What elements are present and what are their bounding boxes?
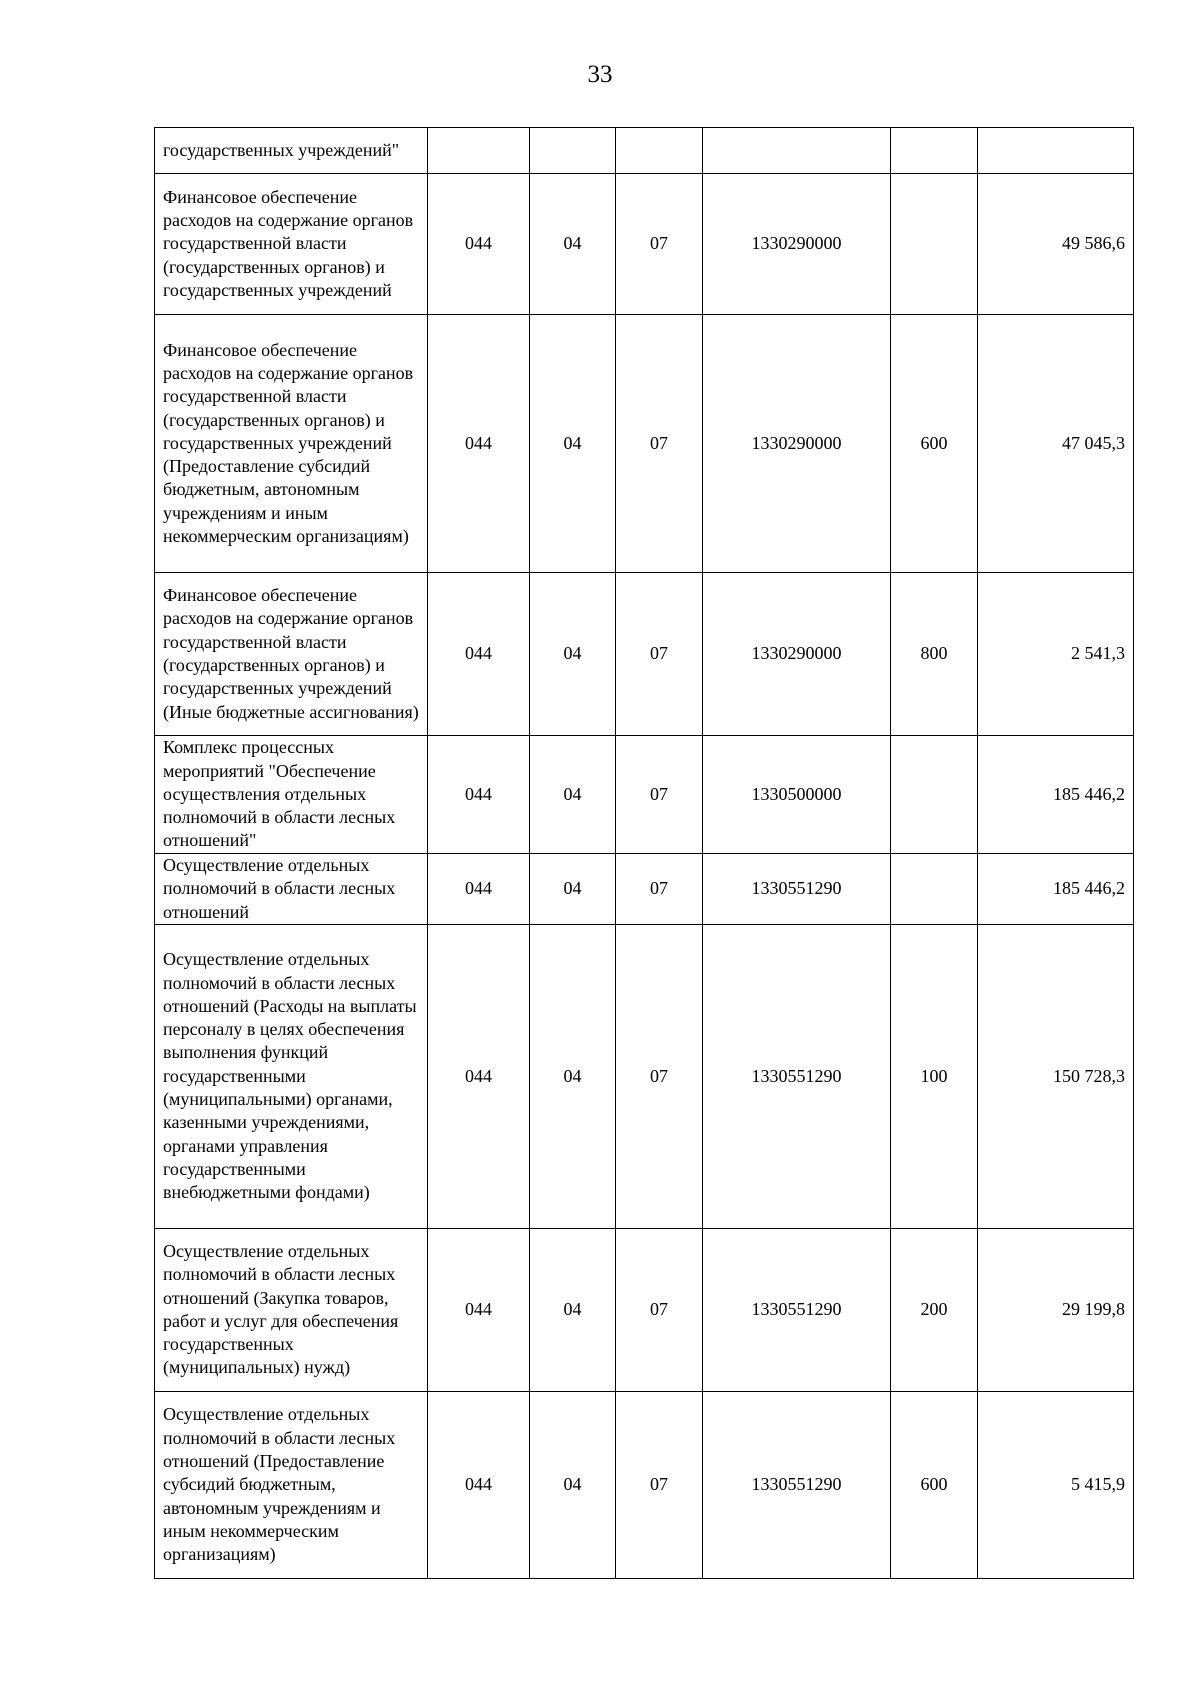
cell-ministry-code: 044: [428, 174, 530, 315]
cell-section-code: 04: [530, 1228, 616, 1391]
cell-ministry-code: 044: [428, 854, 530, 925]
cell-item-name: Осуществление отдельных полномочий в области лесных отношений (Расходы на выплаты персоналу в целях обеспечения выполнения функций государственными (муниципальными) органами, казенными учреждениями, органами управления государственными внебюджетными фондами): [155, 924, 428, 1228]
cell-expense-type: [891, 854, 978, 925]
cell-subsection-code: 07: [616, 174, 703, 315]
cell-expense-type: [891, 736, 978, 854]
cell-amount: 29 199,8: [978, 1228, 1134, 1391]
table-row: [155, 1228, 1134, 1391]
cell-amount: [978, 128, 1134, 174]
cell-ministry-code: 044: [428, 315, 530, 573]
cell-target-article: 1330290000: [703, 315, 891, 573]
cell-ministry-code: 044: [428, 1391, 530, 1578]
cell-amount: 185 446,2: [978, 736, 1134, 854]
cell-expense-type: [891, 128, 978, 174]
cell-amount: 47 045,3: [978, 315, 1134, 573]
cell-section-code: 04: [530, 736, 616, 854]
cell-item-name: Комплекс процессных мероприятий "Обеспечение осуществления отдельных полномочий в области лесных отношений": [155, 736, 428, 854]
cell-item-name: Осуществление отдельных полномочий в области лесных отношений (Закупка товаров, работ и услуг для обеспечения государственных (муниципальных) нужд): [155, 1228, 428, 1391]
cell-section-code: 04: [530, 924, 616, 1228]
cell-section-code: 04: [530, 315, 616, 573]
cell-subsection-code: 07: [616, 573, 703, 736]
cell-expense-type: 600: [891, 1391, 978, 1578]
cell-ministry-code: [428, 128, 530, 174]
cell-section-code: 04: [530, 1391, 616, 1578]
budget-table: [154, 127, 1134, 1579]
cell-section-code: [530, 128, 616, 174]
cell-subsection-code: 07: [616, 854, 703, 925]
cell-item-name: Финансовое обеспечение расходов на содержание органов государственной власти (государственных органов) и государственных учреждений (Иные бюджетные ассигнования): [155, 573, 428, 736]
cell-expense-type: 600: [891, 315, 978, 573]
cell-item-name: государственных учреждений": [155, 128, 428, 174]
table-row: [155, 854, 1134, 925]
cell-subsection-code: [616, 128, 703, 174]
table-row: [155, 924, 1134, 1228]
cell-target-article: [703, 128, 891, 174]
table-row: [155, 128, 1134, 174]
cell-expense-type: 100: [891, 924, 978, 1228]
table-row: [155, 174, 1134, 315]
table-row: [155, 315, 1134, 573]
cell-item-name: Осуществление отдельных полномочий в области лесных отношений (Предоставление субсидий бюджетным, автономным учреждениям и иным некоммерческим организациям): [155, 1391, 428, 1578]
cell-subsection-code: 07: [616, 924, 703, 1228]
cell-expense-type: 200: [891, 1228, 978, 1391]
cell-section-code: 04: [530, 854, 616, 925]
cell-ministry-code: 044: [428, 736, 530, 854]
cell-subsection-code: 07: [616, 736, 703, 854]
table-row: [155, 573, 1134, 736]
cell-ministry-code: 044: [428, 1228, 530, 1391]
cell-amount: 5 415,9: [978, 1391, 1134, 1578]
cell-target-article: 1330551290: [703, 924, 891, 1228]
cell-amount: 150 728,3: [978, 924, 1134, 1228]
cell-target-article: 1330290000: [703, 573, 891, 736]
cell-target-article: 1330500000: [703, 736, 891, 854]
cell-subsection-code: 07: [616, 315, 703, 573]
cell-target-article: 1330551290: [703, 1228, 891, 1391]
cell-amount: 49 586,6: [978, 174, 1134, 315]
cell-expense-type: 800: [891, 573, 978, 736]
cell-target-article: 1330551290: [703, 854, 891, 925]
cell-item-name: Осуществление отдельных полномочий в области лесных отношений: [155, 854, 428, 925]
cell-expense-type: [891, 174, 978, 315]
cell-amount: 2 541,3: [978, 573, 1134, 736]
cell-target-article: 1330290000: [703, 174, 891, 315]
cell-section-code: 04: [530, 573, 616, 736]
cell-item-name: Финансовое обеспечение расходов на содержание органов государственной власти (государственных органов) и государственных учреждений (Предоставление субсидий бюджетным, автономным учреждениям и иным некоммерческим организациям): [155, 315, 428, 573]
table-row: [155, 736, 1134, 854]
cell-amount: 185 446,2: [978, 854, 1134, 925]
table-row: [155, 1391, 1134, 1578]
page-number: 33: [587, 61, 613, 88]
cell-section-code: 04: [530, 174, 616, 315]
cell-target-article: 1330551290: [703, 1391, 891, 1578]
cell-ministry-code: 044: [428, 924, 530, 1228]
cell-item-name: Финансовое обеспечение расходов на содержание органов государственной власти (государственных органов) и государственных учреждений: [155, 174, 428, 315]
cell-ministry-code: 044: [428, 573, 530, 736]
cell-subsection-code: 07: [616, 1391, 703, 1578]
cell-subsection-code: 07: [616, 1228, 703, 1391]
